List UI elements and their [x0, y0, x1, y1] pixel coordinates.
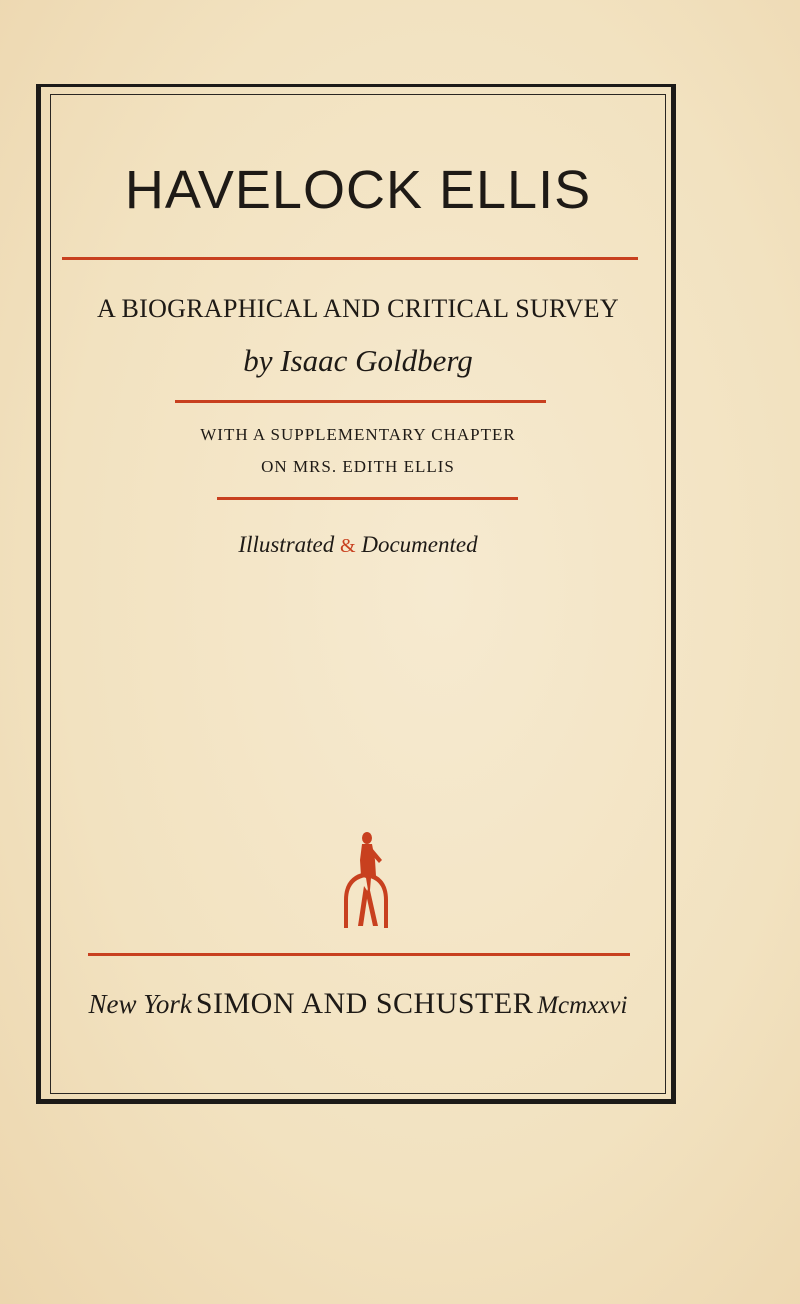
publisher-year: Mcmxxvi	[537, 992, 628, 1019]
book-subtitle: A BIOGRAPHICAL AND CRITICAL SURVEY	[97, 294, 619, 323]
publisher-city: New York	[88, 989, 192, 1019]
supplement-rule	[217, 497, 518, 500]
inner-border-frame	[50, 94, 666, 1094]
author-line: by Isaac Goldberg	[243, 343, 473, 378]
supplement-line-1: WITH A SUPPLEMENTARY CHAPTER	[200, 425, 516, 444]
illustrated-word: Illustrated	[238, 532, 335, 557]
author-rule	[175, 400, 546, 403]
supplement-line-2: ON MRS. EDITH ELLIS	[261, 457, 455, 476]
title-rule	[62, 257, 638, 260]
publisher-name: SIMON AND SCHUSTER	[195, 987, 534, 1020]
publisher-rule	[88, 953, 630, 956]
documented-word: Documented	[361, 532, 478, 557]
publisher-imprint	[50, 984, 666, 1029]
book-title: HAVELOCK ELLIS	[124, 160, 592, 220]
illustrated-documented-line	[50, 531, 666, 560]
ampersand: &	[340, 535, 356, 557]
sower-colophon-icon	[340, 830, 392, 932]
